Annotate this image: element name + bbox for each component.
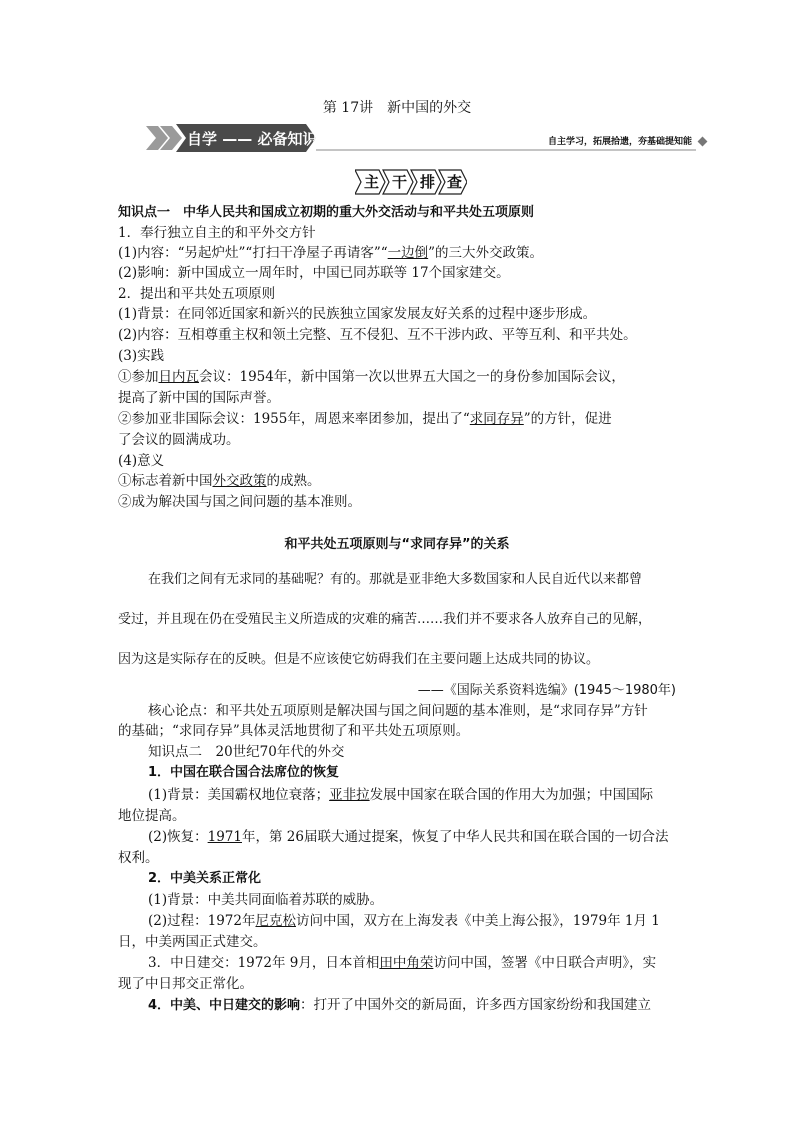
- kp2-s1-background-cont: 地位提高。: [118, 808, 186, 824]
- box-quote-3: 因为这是实际存在的反映。但是不应该使它妨碍我们在主要问题上达成共同的协议。: [118, 652, 600, 667]
- page-title: 第 17讲 新中国的外交: [322, 100, 472, 116]
- ribbon-char-1: 主: [364, 173, 380, 191]
- kp2-s2-title: 2．中美关系正常化: [148, 871, 262, 886]
- kp1-heading: 知识点一 中华人民共和国成立初期的重大外交活动与和平共处五项原则: [118, 205, 535, 220]
- kp1-s1-impact: (2)影响：新中国成立一周年时，中国已同苏联等 17个国家建交。: [118, 265, 510, 281]
- kp1-meaning-1: ①标志着新中国外交政策的成熟。: [118, 473, 321, 489]
- kp1-s1-title: 1．奉行独立自主的和平外交方针: [118, 225, 316, 241]
- kp1-meaning-2: ②成为解决国与国之间问题的基本准则。: [118, 494, 361, 510]
- kp2-s1-background: (1)背景：美国霸权地位衰落；亚非拉发展中国家在联合国的作用大为加强；中国国际: [148, 787, 654, 803]
- kp2-s2-process-cont: 日，中美两国正式建交。: [118, 934, 267, 950]
- banner-subtitle: 自主学习，拓展拾遗，夯基础提知能: [547, 137, 692, 147]
- kp1-practice-1: ①参加日内瓦会议：1954年，新中国第一次以世界五大国之一的身份参加国际会议，: [118, 369, 625, 385]
- kp2-s1-restore-cont: 权利。: [118, 850, 159, 866]
- kp1-practice-2-cont: 了会议的圆满成功。: [118, 432, 240, 448]
- kp2-s1-title: 1．中国在联合国合法席位的恢复: [148, 765, 340, 780]
- kp2-s4: 4．中美、中日建交的影响：打开了中国外交的新局面，许多西方国家纷纷和我国建立: [148, 997, 652, 1013]
- kp2-s2-process: (2)过程：1972年尼克松访问中国，双方在上海发表《中美上海公报》，1979年 1月 1: [148, 913, 660, 929]
- box-source: ——《国际关系资料选编》(1945～1980年): [417, 683, 676, 698]
- kp2-s2-background: (1)背景：中美共同面临着苏联的威胁。: [148, 892, 384, 908]
- kp2-s3-cont: 现了中日邦交正常化。: [118, 976, 253, 992]
- box-quote-2: 受过，并且现在仍在受殖民主义所造成的灾难的痛苦……我们并不要求各人放弃自己的见解，: [118, 612, 652, 627]
- ribbon-char-3: 排: [420, 173, 436, 191]
- ribbon-char-4: 查: [447, 173, 463, 191]
- kp2-s3: 3．中日建交：1972年 9月，日本首相田中角荣访问中国，签署《中日联合声明》，实: [148, 955, 657, 971]
- ribbon-char-2: 干: [392, 173, 408, 191]
- kp1-practice-1-cont: 提高了新中国的国际声誉。: [118, 390, 280, 406]
- kp2-s1-restore: (2)恢复：1971年，第 26届联大通过提案，恢复了中华人民共和国在联合国的一切合法: [148, 829, 669, 845]
- kp1-meaning: (4)意义: [118, 453, 165, 469]
- box-quote-1: 在我们之间有无求同的基础呢？有的。那就是亚非绝大多数国家和人民自近代以来都曾: [148, 572, 643, 587]
- banner-title: 自学 —— 必备知识: [187, 130, 318, 148]
- kp1-s2-background: (1)背景：在同邻近国家和新兴的民族独立国家发展友好关系的过程中逐步形成。: [118, 306, 597, 322]
- box-title: 和平共处五项原则与“求同存异”的关系: [284, 537, 510, 552]
- kp1-s1-content: (1)内容：“另起炉灶”“打扫干净屋子再请客”“一边倒”的三大外交政策。: [118, 245, 544, 261]
- ribbon-heading: [355, 169, 467, 195]
- kp1-s2-content: (2)内容：互相尊重主权和领土完整、互不侵犯、互不干涉内政、平等互利、和平共处。: [118, 327, 637, 343]
- kp2-heading: 知识点二 20世纪70年代的外交: [148, 744, 345, 760]
- box-core-1: 核心论点：和平共处五项原则是解决国与国之间问题的基本准则，是“求同存异”方针: [148, 703, 648, 719]
- kp1-s2-practice: (3)实践: [118, 348, 165, 364]
- kp1-practice-2: ②参加亚非国际会议：1955年，周恩来率团参加，提出了“求同存异”的方针，促进: [118, 411, 612, 427]
- box-core-2: 的基础；“求同存异”具体灵活地贯彻了和平共处五项原则。: [118, 723, 470, 739]
- section-banner: [146, 123, 706, 153]
- kp1-s2-title: 2．提出和平共处五项原则: [118, 286, 276, 302]
